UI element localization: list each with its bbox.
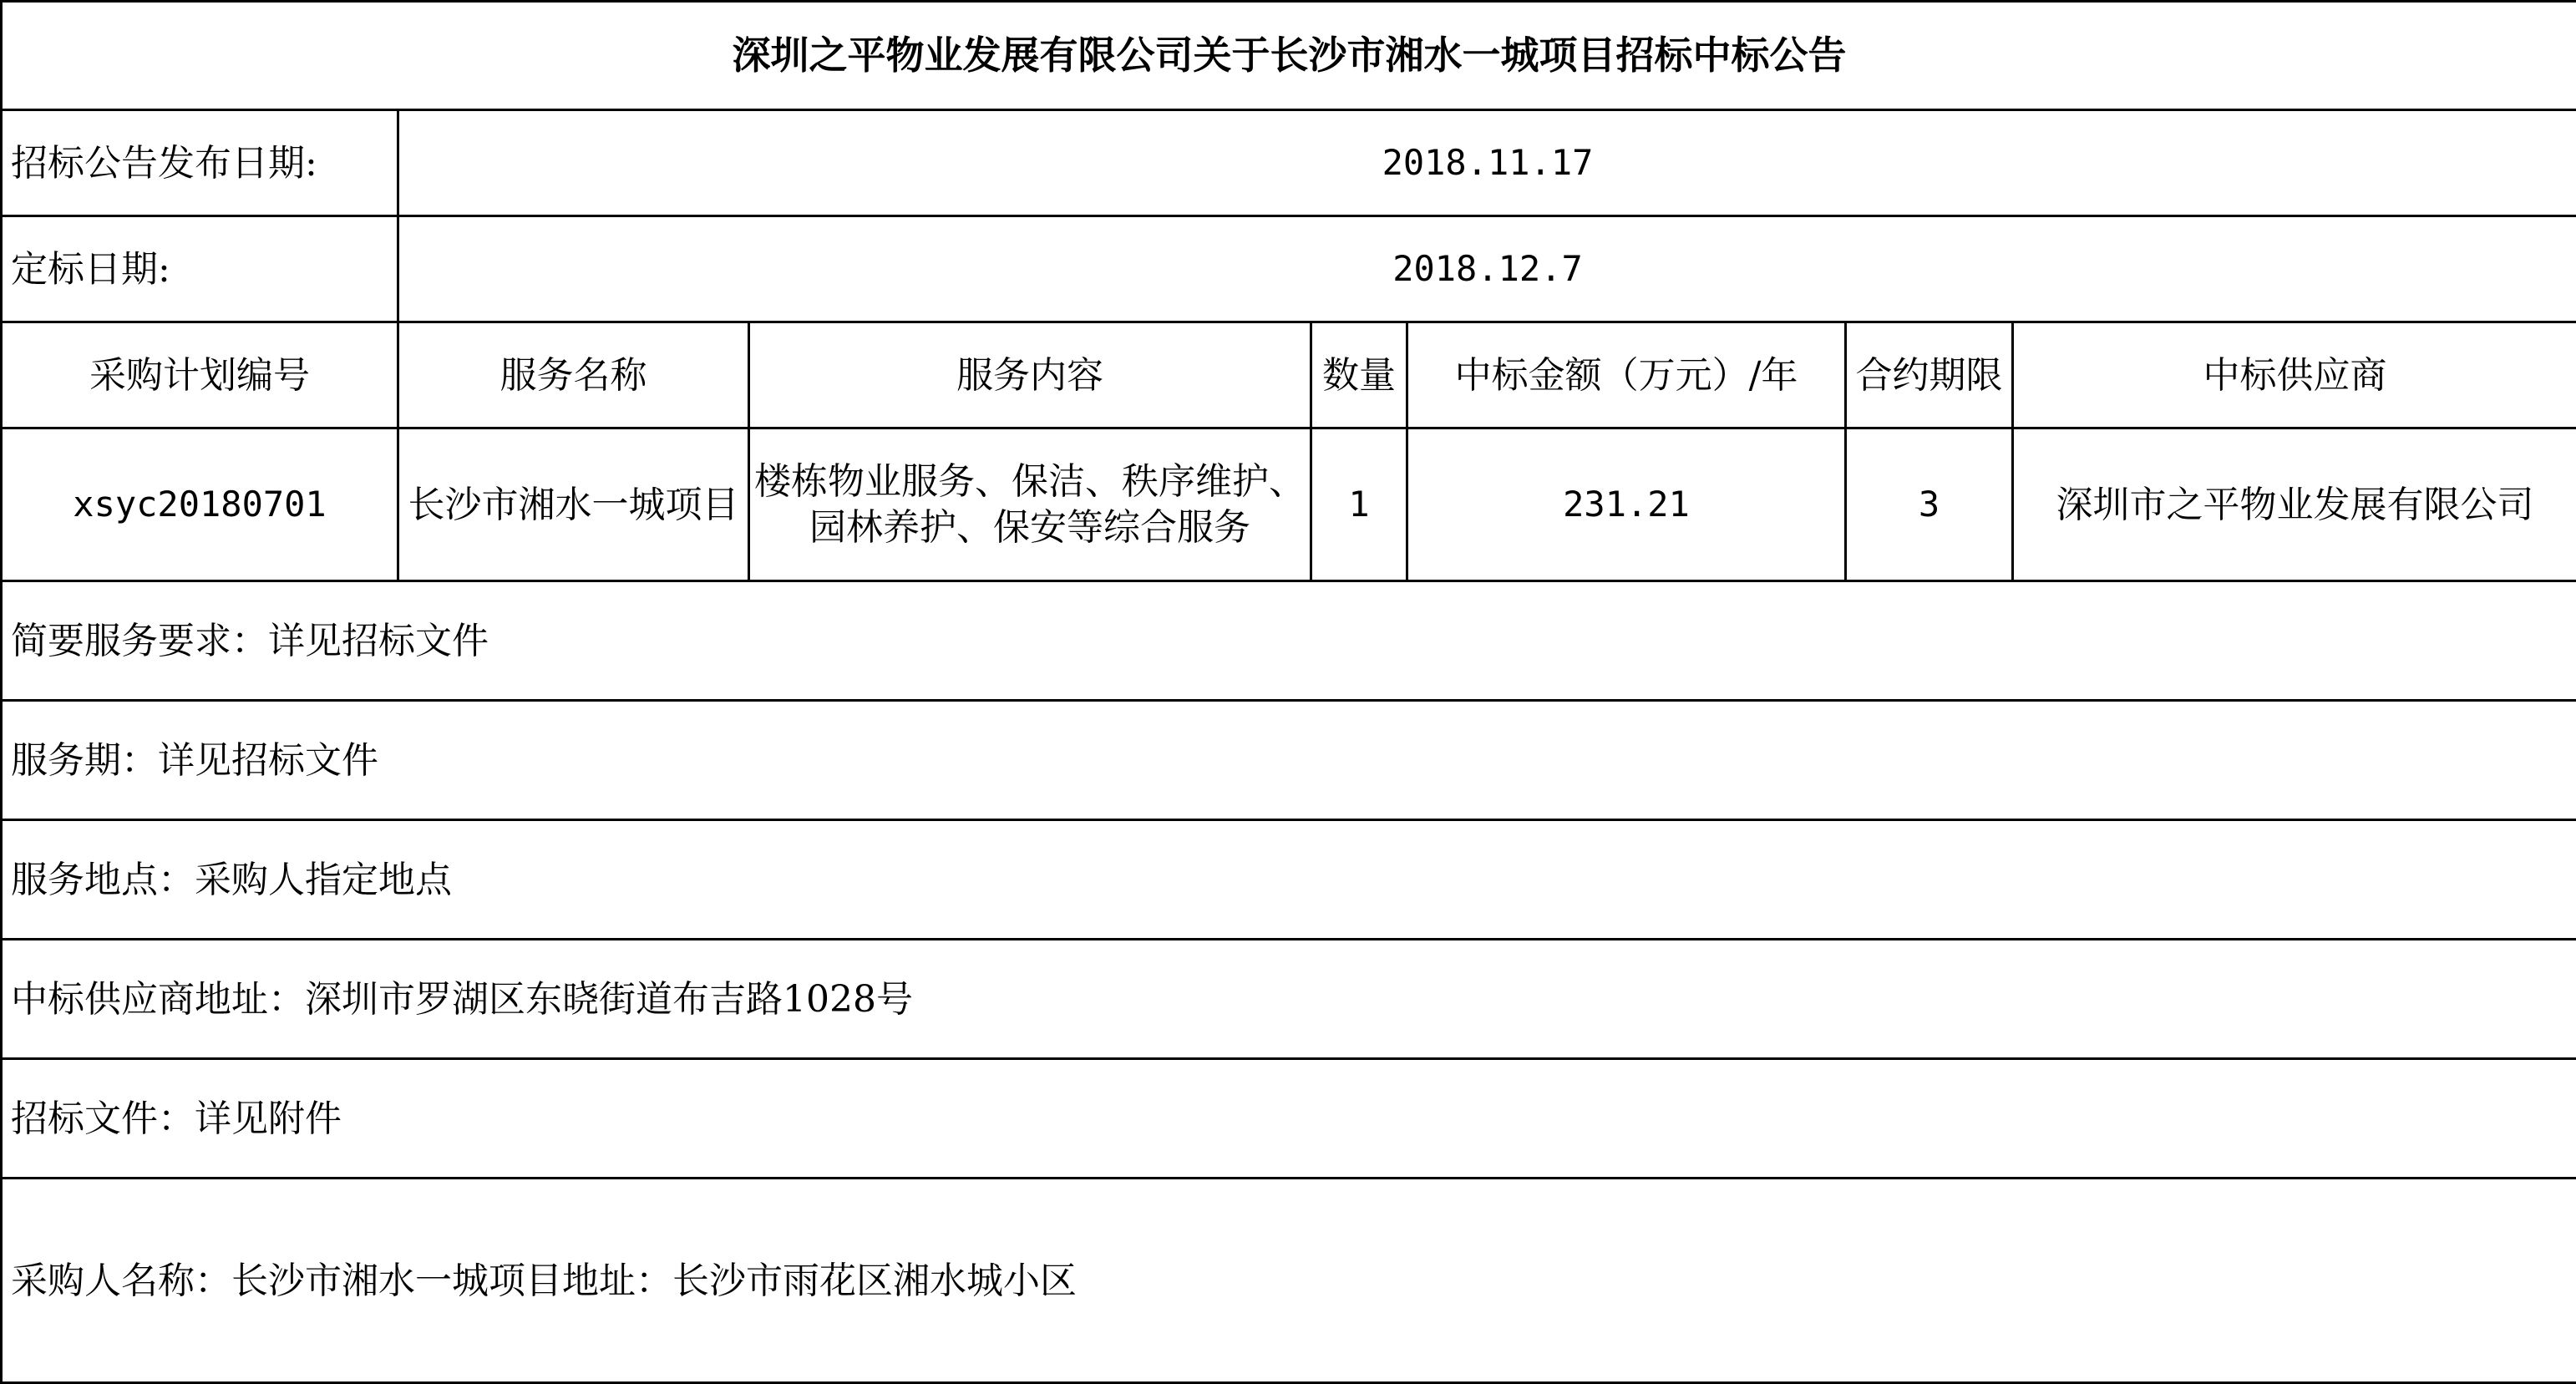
col-header-quantity: 数量 bbox=[1311, 322, 1407, 428]
tender-docs-text: 招标文件：详见附件 bbox=[2, 1059, 2576, 1179]
supplier-address-row bbox=[2, 940, 2576, 1059]
column-header-row bbox=[2, 322, 2576, 428]
requirements-text: 简要服务要求：详见招标文件 bbox=[2, 581, 2576, 701]
table-row bbox=[2, 428, 2576, 581]
col-header-term: 合约期限 bbox=[1846, 322, 2013, 428]
title-row bbox=[2, 2, 2576, 110]
supplier-address-text: 中标供应商地址：深圳市罗湖区东晓街道布吉路1028号 bbox=[2, 940, 2576, 1059]
quantity-cell: 1 bbox=[1311, 428, 1407, 581]
notice-title: 深圳之平物业发展有限公司关于长沙市湘水一城项目招标中标公告 bbox=[2, 2, 2576, 110]
purchaser-row bbox=[2, 1179, 2576, 1383]
service-period-text: 服务期：详见招标文件 bbox=[2, 701, 2576, 820]
col-header-supplier: 中标供应商 bbox=[2013, 322, 2576, 428]
purchaser-text: 采购人名称：长沙市湘水一城项目地址：长沙市雨花区湘水城小区 bbox=[2, 1179, 2576, 1383]
service-name-cell: 长沙市湘水一城项目 bbox=[398, 428, 749, 581]
award-date-row bbox=[2, 216, 2576, 322]
publish-date-label: 招标公告发布日期: bbox=[2, 110, 398, 216]
publish-date-value: 2018.11.17 bbox=[398, 110, 2576, 216]
award-date-value: 2018.12.7 bbox=[398, 216, 2576, 322]
service-content-cell: 楼栋物业服务、保洁、秩序维护、园林养护、保安等综合服务 bbox=[749, 428, 1311, 581]
supplier-cell: 深圳市之平物业发展有限公司 bbox=[2013, 428, 2576, 581]
service-period-row bbox=[2, 701, 2576, 820]
publish-date-row bbox=[2, 110, 2576, 216]
col-header-service-content: 服务内容 bbox=[749, 322, 1311, 428]
service-location-row bbox=[2, 820, 2576, 940]
service-location-text: 服务地点：采购人指定地点 bbox=[2, 820, 2576, 940]
amount-cell: 231.21 bbox=[1407, 428, 1846, 581]
plan-no-cell: xsyc20180701 bbox=[2, 428, 398, 581]
col-header-plan-no: 采购计划编号 bbox=[2, 322, 398, 428]
col-header-amount: 中标金额（万元）/年 bbox=[1407, 322, 1846, 428]
tender-docs-row bbox=[2, 1059, 2576, 1179]
award-date-label: 定标日期: bbox=[2, 216, 398, 322]
term-cell: 3 bbox=[1846, 428, 2013, 581]
col-header-service-name: 服务名称 bbox=[398, 322, 749, 428]
requirements-row bbox=[2, 581, 2576, 701]
